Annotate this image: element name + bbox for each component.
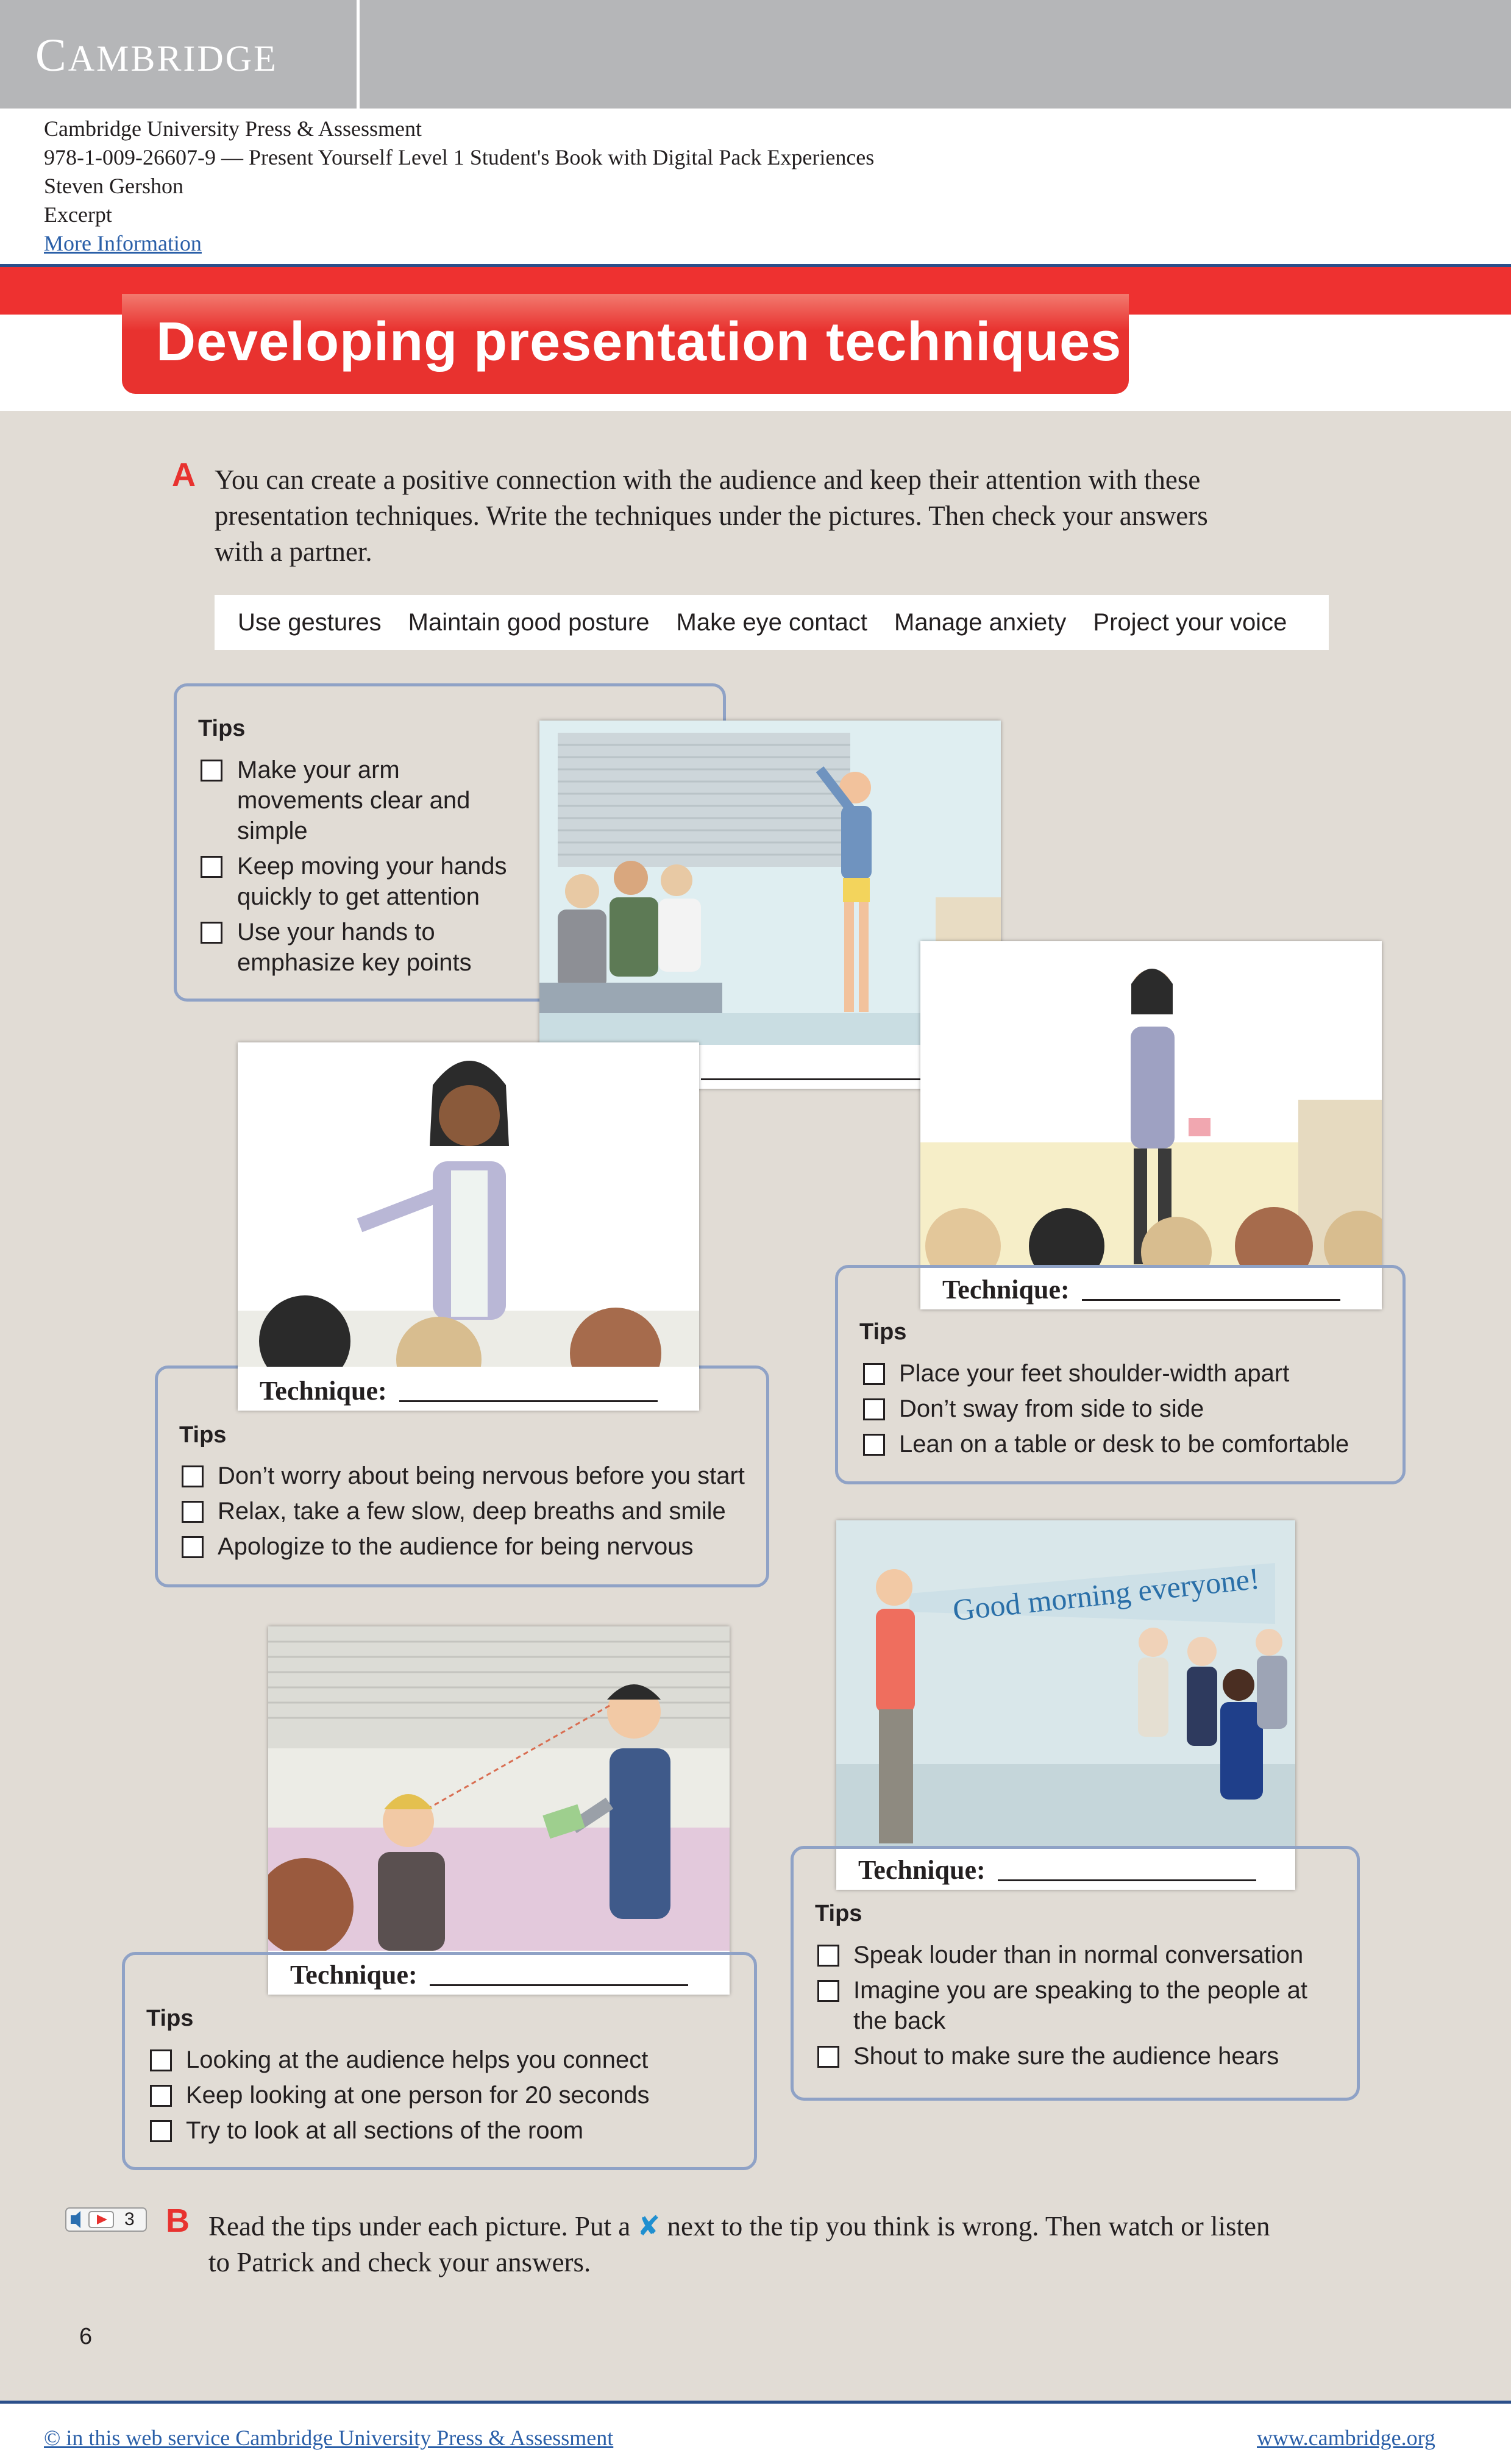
page-number: 6 <box>79 2324 93 2349</box>
tip-text: Try to look at all sections of the room <box>186 2117 584 2144</box>
word-use-gestures: Use gestures <box>238 608 382 636</box>
speech-text: Good morning everyone! <box>951 1561 1261 1628</box>
tip-text: Keep moving your hands quickly to get attention <box>237 853 507 910</box>
cambridge-url-link[interactable]: www.cambridge.org <box>1257 2426 1435 2450</box>
word-manage-anxiety: Manage anxiety <box>894 608 1067 636</box>
tip-checkbox[interactable] <box>201 856 222 878</box>
section-a-letter: A <box>172 457 196 493</box>
anxiety-illustration <box>238 1042 699 1367</box>
x-mark-icon: ✘ <box>637 2210 661 2242</box>
author-line: Steven Gershon <box>44 174 183 198</box>
tip-text: Relax, take a few slow, deep breaths and smile <box>218 1498 726 1525</box>
tip-text: Lean on a table or desk to be comfortable <box>899 1431 1349 1458</box>
tip-checkbox[interactable] <box>201 760 222 782</box>
tip-text: Imagine you are speaking to the people at the back <box>853 1977 1307 2034</box>
tip-checkbox[interactable] <box>182 1501 204 1523</box>
word-box <box>215 595 1329 650</box>
word-eye-contact: Make eye contact <box>676 608 867 636</box>
track-number: 3 <box>124 2209 135 2229</box>
posture-illustration <box>920 941 1382 1266</box>
word-project-voice: Project your voice <box>1093 608 1287 636</box>
technique-field: Technique: <box>920 1266 1382 1309</box>
section-a-instructions: You can create a positive connection with the audience and keep their attention with these presentation techniques. Write the techniques under the pictures. Then check your answers with a partner. <box>215 465 1208 567</box>
tip-checkbox[interactable] <box>863 1398 885 1420</box>
tip-text: Don’t sway from side to side <box>899 1395 1204 1422</box>
tip-text: Apologize to the audience for being nervous <box>218 1533 694 1560</box>
top-bar <box>0 0 1511 109</box>
tips-heading: Tips <box>859 1319 907 1345</box>
copyright-link[interactable]: © in this web service Cambridge University Press & Assessment <box>44 2426 614 2450</box>
eye-contact-illustration <box>268 1626 730 1951</box>
tip-checkbox[interactable] <box>863 1363 885 1385</box>
word-maintain-posture: Maintain good posture <box>408 608 650 636</box>
tip-text: Looking at the audience helps you connect <box>186 2046 649 2073</box>
picture-posture <box>920 941 1382 1309</box>
tip-text: Don’t worry about being nervous before you start <box>218 1462 745 1489</box>
tip-checkbox[interactable] <box>150 2049 172 2071</box>
tip-text: Place your feet shoulder-width apart <box>899 1360 1290 1387</box>
tips-heading: Tips <box>146 2006 194 2031</box>
tip-checkbox[interactable] <box>201 922 222 944</box>
technique-field: Technique: <box>268 1951 730 1995</box>
tip-text: Keep looking at one person for 20 seconds <box>186 2082 650 2109</box>
technique-field: Technique: <box>238 1367 699 1411</box>
tip-checkbox[interactable] <box>863 1434 885 1456</box>
book-meta <box>44 115 874 258</box>
tip-text: Speak louder than in normal conversation <box>853 1942 1304 1968</box>
tip-text: Use your hands to emphasize key points <box>237 919 472 976</box>
excerpt-line: Excerpt <box>44 202 112 227</box>
tip-text: Make your arm movements clear and simple <box>237 757 471 844</box>
tip-checkbox[interactable] <box>150 2085 172 2107</box>
media-play-icon[interactable] <box>65 2206 148 2234</box>
picture-voice <box>836 1520 1295 1890</box>
tip-checkbox[interactable] <box>150 2120 172 2142</box>
tip-checkbox[interactable] <box>182 1465 204 1487</box>
tips-heading: Tips <box>198 716 246 741</box>
tip-text: Shout to make sure the audience hears <box>853 2043 1279 2070</box>
picture-eye-contact <box>268 1626 730 1995</box>
tips-heading: Tips <box>815 1901 862 1926</box>
isbn-line: 978-1-009-26607-9 — Present Yourself Level 1 Student's Book with Digital Pack Experiences <box>44 145 875 169</box>
tip-checkbox[interactable] <box>817 1980 839 2002</box>
tip-checkbox[interactable] <box>817 1945 839 1967</box>
tip-checkbox[interactable] <box>817 2046 839 2068</box>
section-b-instructions: Read the tips under each picture. Put a ✘ next to the tip you think is wrong. Then watch or listen to Patrick and check your answers. <box>208 2210 1270 2277</box>
section-b-letter: B <box>166 2202 190 2239</box>
tips-heading: Tips <box>179 1422 227 1448</box>
title-banner <box>122 294 1129 394</box>
more-information-link[interactable]: More Information <box>44 231 202 255</box>
publisher-line: Cambridge University Press & Assessment <box>44 116 422 141</box>
cambridge-logo: CAMBRIDGE <box>0 0 360 109</box>
picture-anxiety <box>238 1042 699 1411</box>
tip-checkbox[interactable] <box>182 1536 204 1558</box>
page-title: Developing presentation techniques <box>156 312 1122 372</box>
technique-field: Technique: <box>836 1846 1295 1890</box>
technique-blank[interactable] <box>399 1400 658 1402</box>
